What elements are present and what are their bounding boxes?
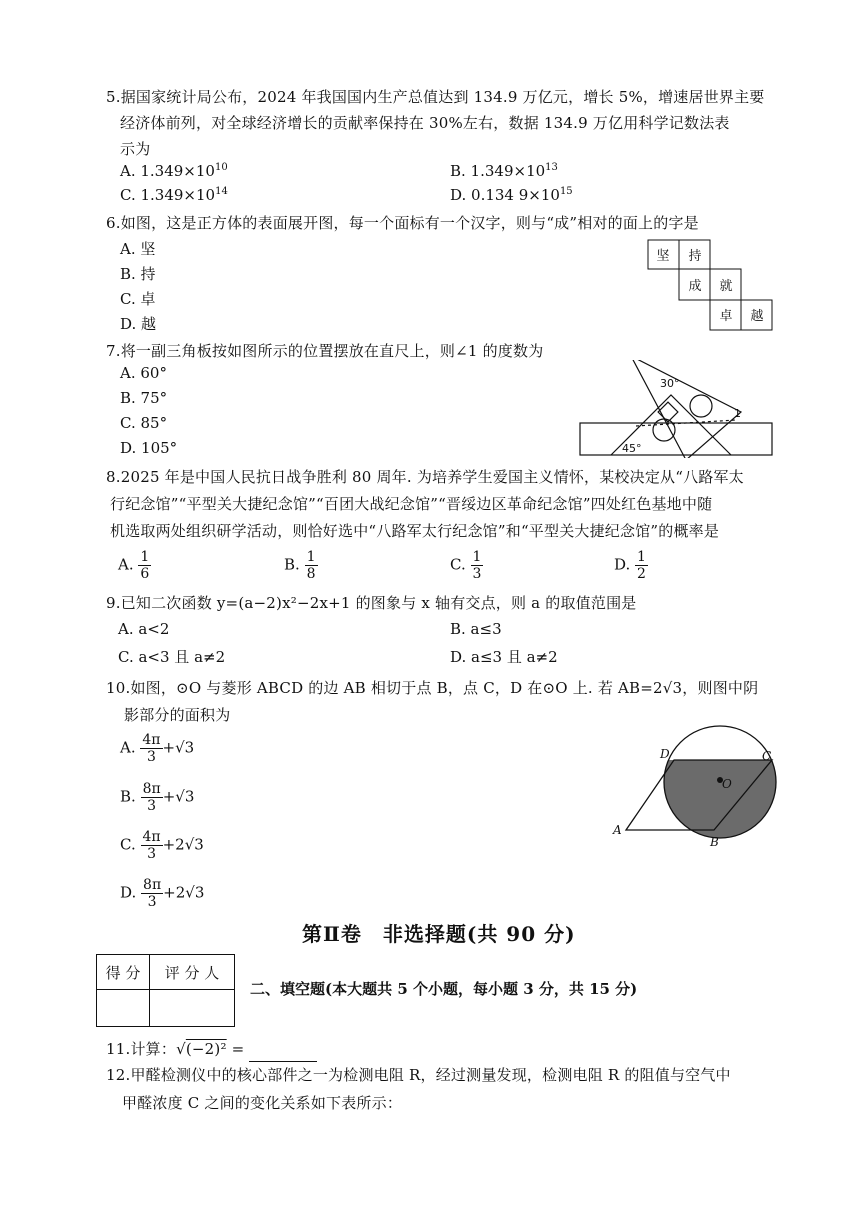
q8-line2: 行纪念馆”“平型关大捷纪念馆”“百团大战纪念馆”“晋绥边区革命纪念馆”四处红色基地中随: [110, 495, 713, 513]
fill-in-section-title: 二、填空题(本大题共 5 个小题，每小题 3 分，共 15 分): [250, 980, 638, 998]
q10-line1: 10.如图，⊙O 与菱形 ABCD 的边 AB 相切于点 B，点 C，D 在⊙O 上. 若 AB=2√3，则图中阴: [106, 679, 759, 697]
label-b: B: [710, 835, 719, 848]
q8-option-c: C. $\frac{1}{3}$: [450, 549, 482, 582]
label-c: C: [762, 749, 772, 763]
q6-option-d: D. 越: [120, 315, 157, 333]
q12-line1: 12.甲醛检测仪中的核心部件之一为检测电阻 R，经过测量发现，检测电阻 R 的阻值与空气中: [106, 1066, 731, 1084]
circle-rhombus-figure: [612, 722, 782, 848]
q10-line2: 影部分的面积为: [124, 706, 231, 724]
angle-30-label: 30°: [660, 377, 680, 390]
q9-option-c: C. a<3 且 a≠2: [118, 648, 226, 666]
net-cell-3: 成: [688, 279, 702, 294]
section-title: 第Ⅱ卷 非选择题(共 90 分): [302, 922, 576, 946]
q10-option-c: C. $\frac{4\pi}{3}$ +2√3: [120, 829, 204, 862]
label-a: A: [613, 823, 622, 837]
q7-option-c: C. 85°: [120, 414, 168, 432]
q9-option-d: D. a≤3 且 a≠2: [450, 648, 558, 666]
q8-option-d: D. $\frac{1}{2}$: [614, 549, 646, 582]
q8-option-b: B. $\frac{1}{8}$: [284, 549, 316, 582]
q7-option-a: A. 60°: [120, 364, 167, 382]
q5-line3: 示为: [120, 140, 151, 158]
q5-option-c: C. $1.349\times 10^{14}$: [120, 186, 228, 204]
q8-option-a: A. $\frac{1}{6}$: [118, 549, 150, 582]
q6-option-c: C. 卓: [120, 290, 156, 308]
angle-1-label: 1: [734, 407, 741, 420]
q11-answer-blank[interactable]: [249, 1045, 317, 1062]
q6-option-a: A. 坚: [120, 240, 156, 258]
label-o: O: [722, 777, 732, 791]
q11-eq: =: [231, 1040, 245, 1058]
angle-45-label: 45°: [622, 442, 642, 455]
q8-line1: 8.2025 年是中国人民抗日战争胜利 80 周年. 为培养学生爱国主义情怀，某校决定从“八路军太: [106, 468, 744, 486]
q11: 11.计算：√(−2)² =: [106, 1036, 317, 1062]
net-cell-4: 就: [719, 279, 733, 294]
q6-stem: 6.如图，这是正方体的表面展开图，每一个面标有一个汉字，则与“成”相对的面上的字是: [106, 214, 699, 232]
q6-option-b: B. 持: [120, 265, 156, 283]
q7-option-d: D. 105°: [120, 439, 178, 457]
grader-cell[interactable]: [150, 990, 235, 1027]
q12-line2: 甲醛浓度 C 之间的变化关系如下表所示：: [122, 1094, 403, 1112]
q11-stem: 11.计算：: [106, 1040, 177, 1058]
score-cell[interactable]: [97, 990, 150, 1027]
q5-line2: 经济体前列，对全球经济增长的贡献率保持在 30%左右，数据 134.9 万亿用科学记数法表: [120, 114, 730, 132]
grader-header: 评 分 人: [150, 955, 235, 990]
q5-line1: 5.据国家统计局公布，2024 年我国国内生产总值达到 134.9 万亿元，增长 5%，增速居世界主要: [106, 88, 765, 106]
q10-option-b: B. $\frac{8\pi}{3}$ +√3: [120, 781, 195, 814]
q11-expr: (−2)²: [185, 1040, 227, 1058]
q8-line3: 机选取两处组织研学活动，则恰好选中“八路军太行纪念馆”和“平型关大捷纪念馆”的概率是: [110, 522, 720, 540]
score-table: [96, 954, 235, 1027]
net-cell-1: 坚: [656, 249, 670, 264]
q5-option-d: D. 0.134 $9\times 10^{15}$: [450, 186, 573, 204]
q10-option-d: D. $\frac{8\pi}{3}$ +2√3: [120, 877, 205, 910]
q10-option-a: A. $\frac{4\pi}{3}$ +√3: [120, 732, 195, 765]
q7-option-b: B. 75°: [120, 389, 168, 407]
q5-option-b: B. $1.349\times 10^{13}$: [450, 162, 558, 180]
q7-stem: 7.将一副三角板按如图所示的位置摆放在直尺上，则∠1 的度数为: [106, 342, 544, 360]
score-header: 得 分: [97, 955, 150, 990]
net-cell-5: 卓: [719, 309, 733, 324]
triangle-ruler-figure: [576, 360, 776, 458]
q5-option-a: A. $1.349\times 10^{10}$: [120, 162, 228, 180]
cube-net-figure: [640, 236, 780, 336]
net-cell-6: 越: [750, 309, 764, 324]
net-cell-2: 持: [688, 249, 702, 264]
label-d: D: [660, 747, 670, 761]
q9-stem: 9.已知二次函数 y=(a−2)x²−2x+1 的图象与 x 轴有交点，则 a 的取值范围是: [106, 594, 637, 612]
q9-option-b: B. a≤3: [450, 620, 502, 638]
q9-option-a: A. a<2: [118, 620, 170, 638]
